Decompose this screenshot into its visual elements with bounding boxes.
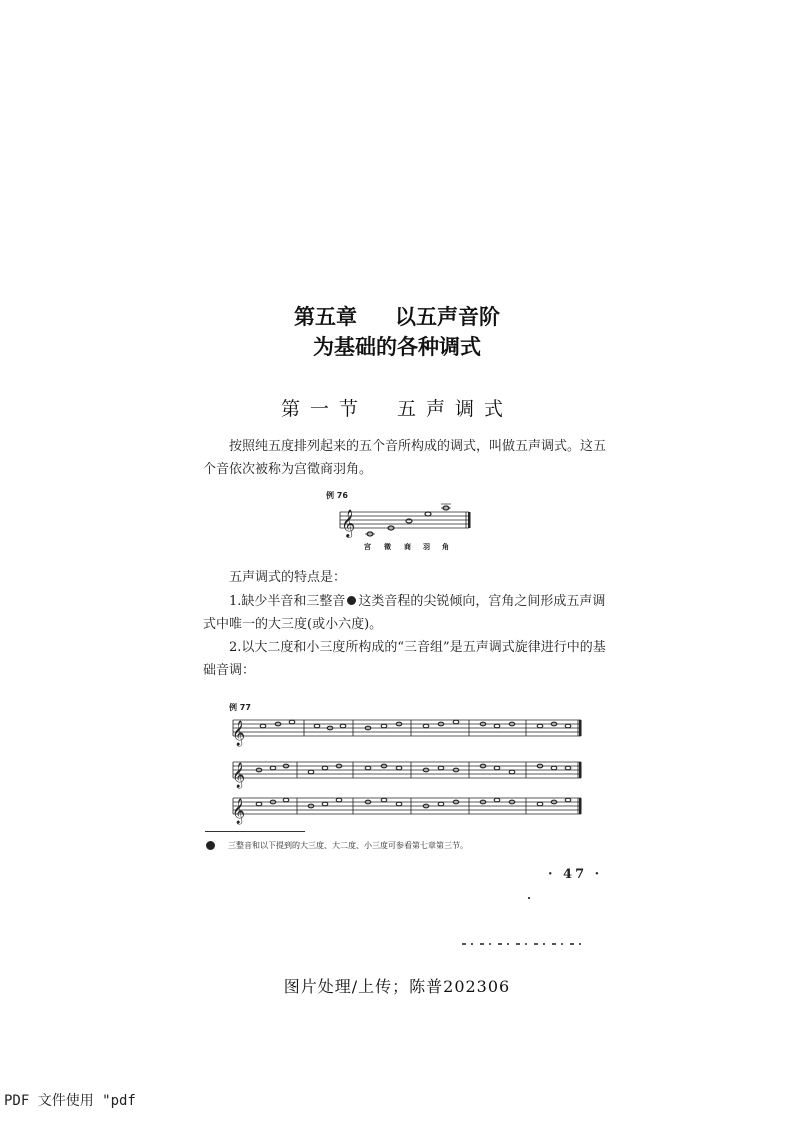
page-number: · 47 · <box>548 867 603 882</box>
chapter-title-part1: 以五声音阶 <box>395 305 500 329</box>
section-title: 第一节 五声调式 <box>280 398 513 420</box>
note-name-jue: 角 <box>442 543 449 551</box>
example-77-staff-row-3 <box>229 790 589 826</box>
feature-1-text-b: 这类音程的尖锐倾向，宫角之间形成五声调式中唯一的大三度(或小六度)。 <box>203 594 606 632</box>
note-name-gong: 宫 <box>364 543 371 551</box>
example-76-label: 例 76 <box>326 491 348 500</box>
scan-speck <box>528 897 530 899</box>
note-name-yu: 羽 <box>423 543 430 551</box>
chapter-number: 第五章 <box>294 305 357 329</box>
chapter-title-line2: 为基础的各种调式 <box>313 335 481 359</box>
footnote-marker <box>206 841 215 850</box>
svg-text:𝄞: 𝄞 <box>232 721 246 746</box>
example-77-staff-row-2 <box>229 754 589 790</box>
example-76-staff <box>326 500 476 558</box>
footnote-ref-marker <box>347 596 356 605</box>
svg-text:𝄞: 𝄞 <box>232 799 246 824</box>
note-name-zhi: 徵 <box>384 543 391 551</box>
feature-1-text-a: 1.缺少半音和三整音 <box>229 594 346 609</box>
svg-text:𝄞: 𝄞 <box>341 509 356 537</box>
features-heading: 五声调式的特点是： <box>229 570 347 585</box>
footnote-rule <box>205 831 305 832</box>
chapter-title-line1 <box>0 301 794 331</box>
upload-credit: 图片处理/上传；陈普202306 <box>283 977 511 996</box>
footnote-text: 三整音和以下提到的大三度、大二度、小三度可参看第七章第三节。 <box>228 841 468 850</box>
intro-paragraph: 按照纯五度排列起来的五个音所构成的调式，叫做五声调式。这五个音依次被称为宫徵商羽角。 <box>203 439 607 477</box>
feature-1 <box>203 590 609 636</box>
scan-artifact-line <box>462 943 587 945</box>
example-77-staff-row-1 <box>229 712 589 748</box>
feature-2: 2.以大二度和小三度所构成的“三音组”是五声调式旋律进行中的基础音调： <box>203 640 606 678</box>
svg-text:𝄞: 𝄞 <box>232 763 246 788</box>
note-name-shang: 商 <box>404 543 411 551</box>
example-77-label: 例 77 <box>229 703 251 712</box>
pdf-source-label: PDF 文件使用 "pdf <box>4 1093 136 1109</box>
